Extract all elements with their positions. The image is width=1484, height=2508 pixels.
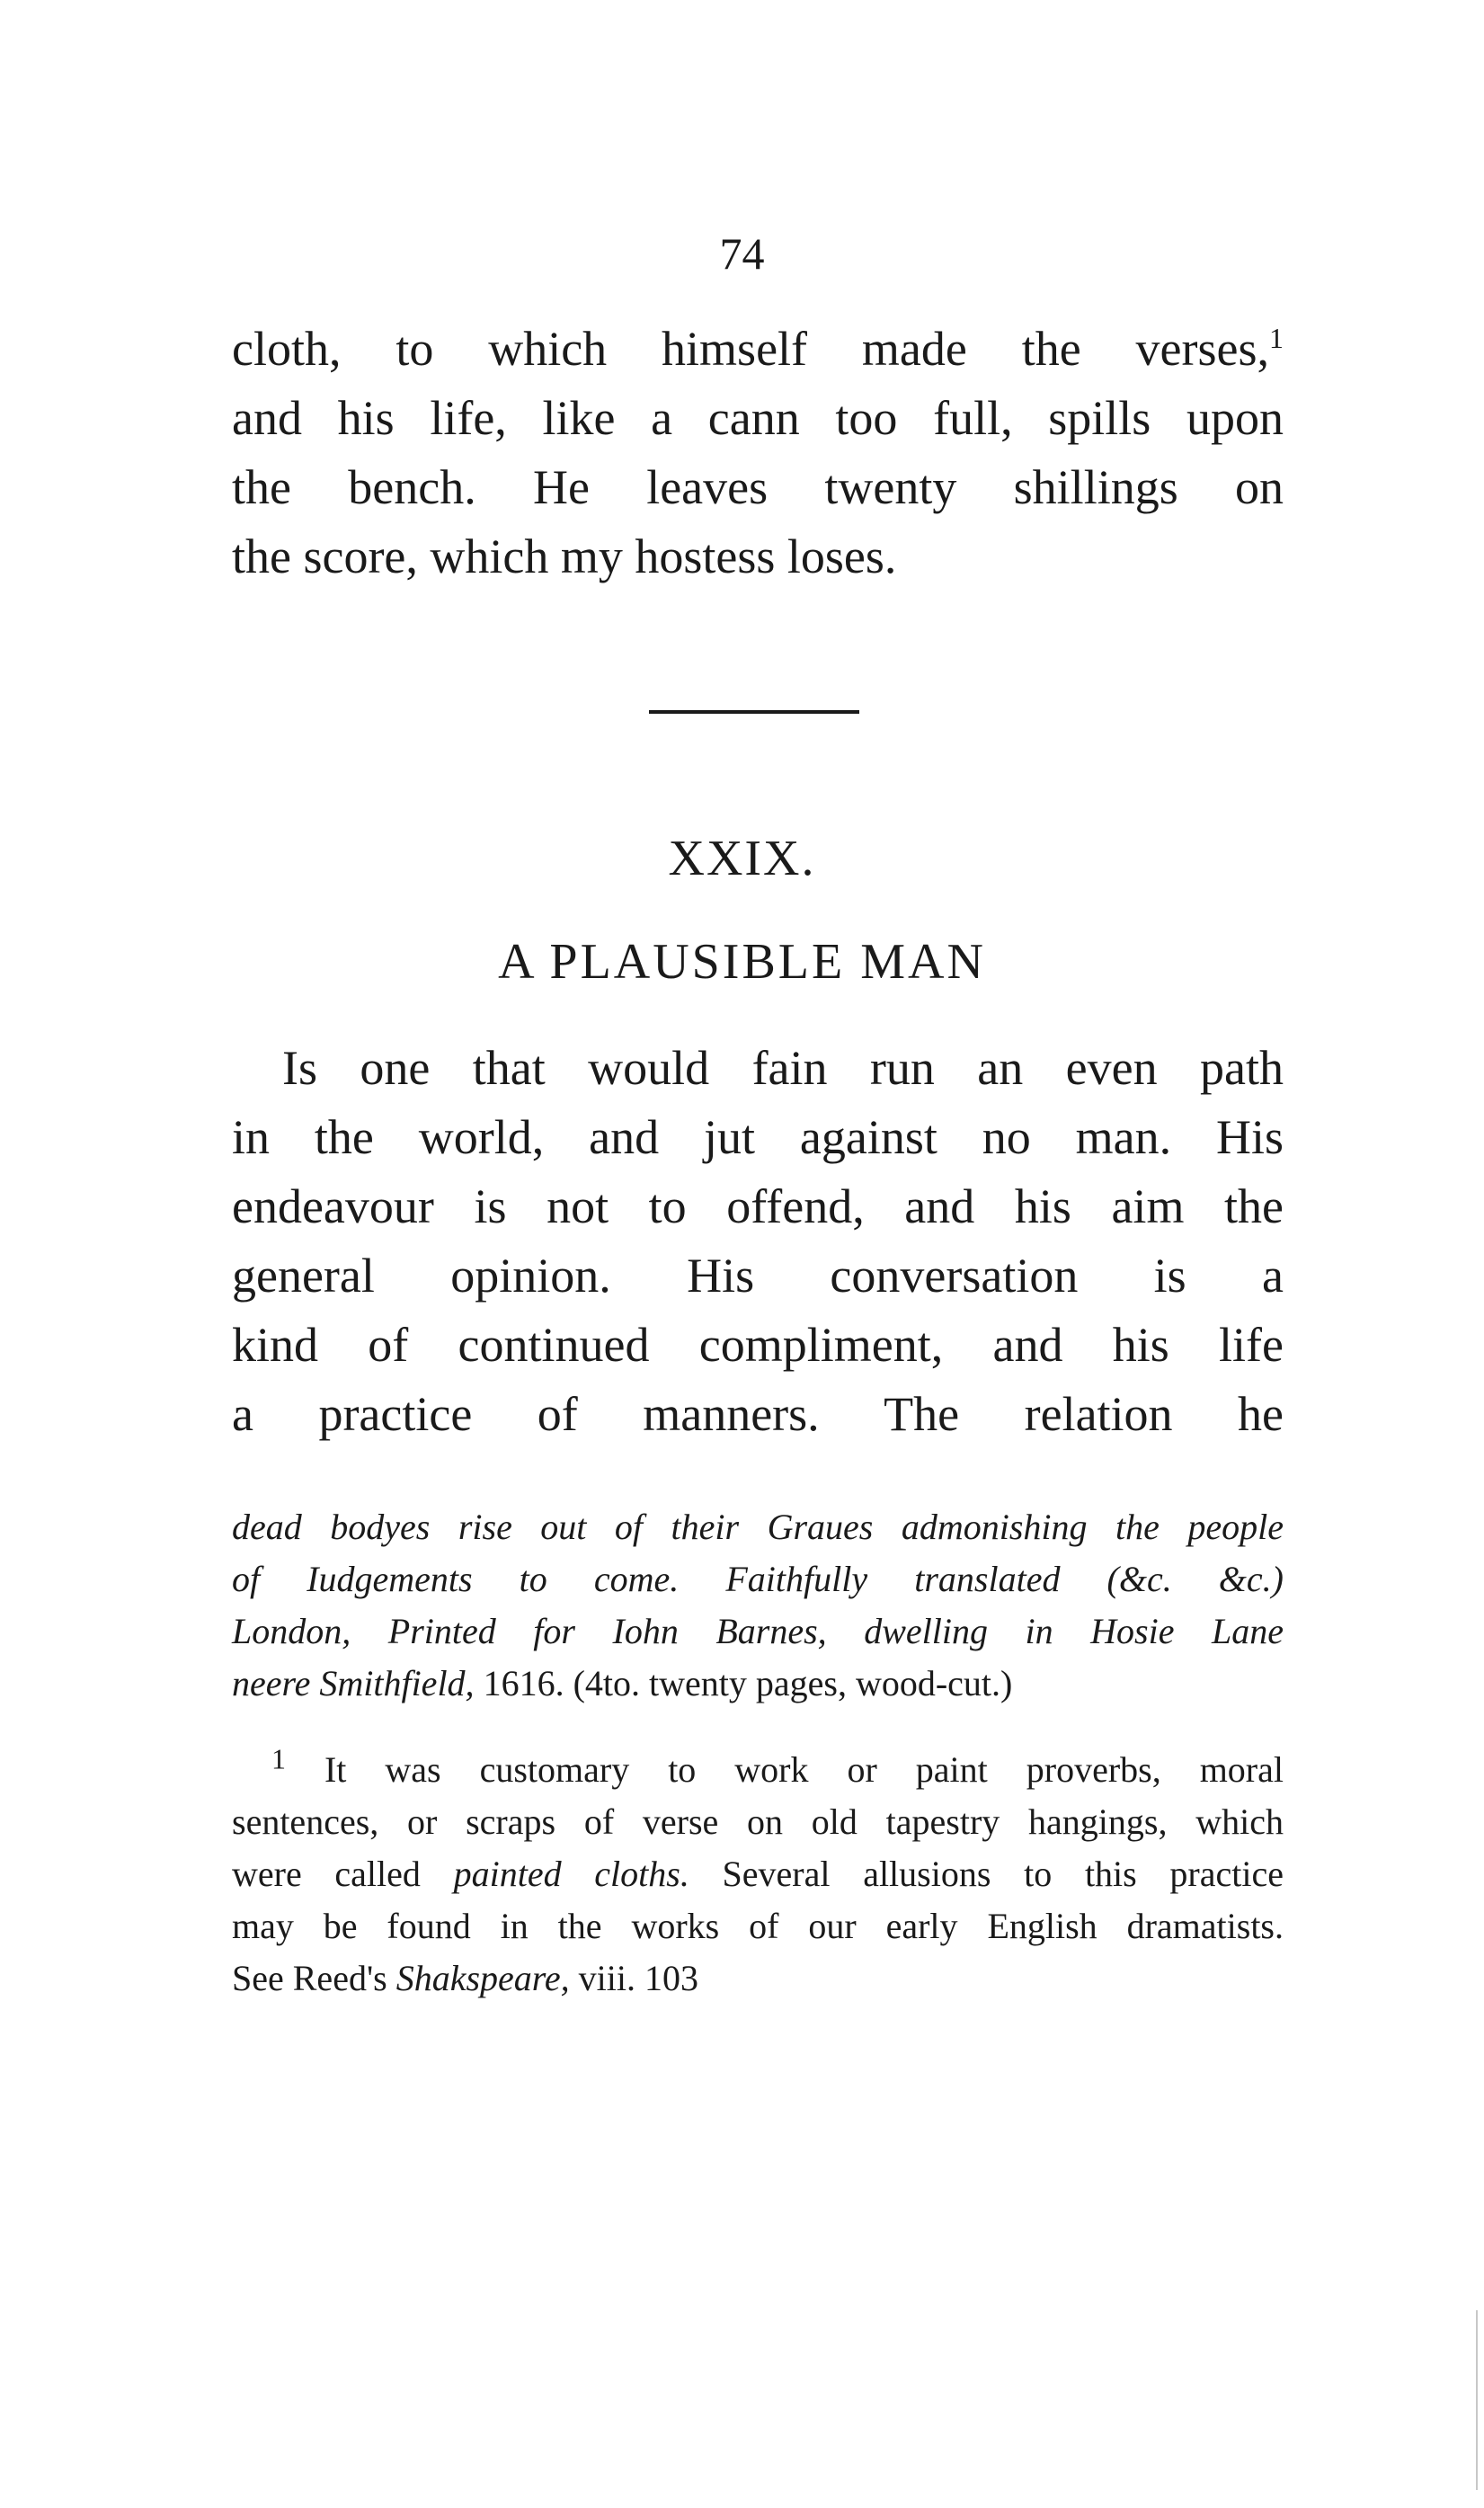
footnote-line: were called painted cloths. Several allusions to this practice [232, 1854, 1284, 1894]
footnote-continuation [232, 1501, 1284, 1710]
chapter-number: XXIX. [668, 831, 816, 886]
chapter-title: A PLAUSIBLE MAN [498, 934, 986, 990]
footnote-line: may be found in the works of our early English dramatists. [232, 1906, 1284, 1946]
footnote-line: London, Printed for Iohn Barnes, dwelling in Hosie Lane [232, 1611, 1284, 1651]
footnote-line: See Reed's Shakspeare, viii. 103 [232, 1958, 698, 1998]
text-line: Is one that would fain run an even path [282, 1041, 1284, 1095]
page-edge-mark [1476, 2310, 1478, 2490]
footnote-line: sentences, or scraps of verse on old tapestry hangings, which [232, 1801, 1284, 1842]
footnote-1 [232, 1744, 1284, 2005]
text-line: general opinion. His conversation is a [232, 1249, 1284, 1303]
text-line: in the world, and jut against no man. His [232, 1110, 1284, 1164]
footnote-line: neere Smithfield, 1616. (4to. twenty pages, wood-cut.) [232, 1663, 1013, 1703]
text-line: kind of continued compliment, and his life [232, 1318, 1284, 1372]
text-line: and his life, like a cann too full, spills upon [232, 391, 1284, 445]
page-number: 74 [719, 228, 765, 279]
text-line: cloth, to which himself made the verses,$^1$ [232, 322, 1284, 376]
footnote-line: $^1$ It was customary to work or paint proverbs, moral [271, 1742, 1284, 1790]
text-line: the score, which my hostess loses. [232, 529, 897, 583]
footnote-marker: 1 [271, 1742, 286, 1775]
footnote-marker: 1 [1269, 322, 1284, 354]
footnote-line: dead bodyes rise out of their Graues admonishing the people [232, 1507, 1284, 1547]
text-line: the bench. He leaves twenty shillings on [232, 460, 1284, 514]
previous-section-text [232, 315, 1284, 591]
section-divider [649, 710, 859, 714]
text-line: endeavour is not to offend, and his aim the [232, 1179, 1284, 1233]
chapter-text [232, 1034, 1284, 1449]
footnote-line: of Iudgements to come. Faithfully translated (&c. &c.) [232, 1559, 1284, 1599]
text-line: a practice of manners. The relation he [232, 1387, 1284, 1441]
